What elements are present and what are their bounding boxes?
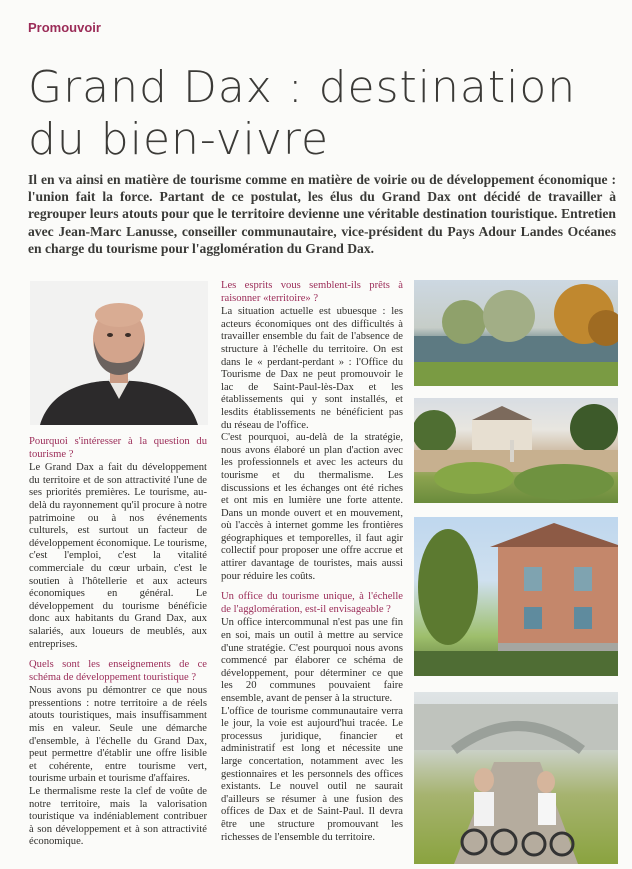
page-title xyxy=(28,62,618,166)
cyclists-photo xyxy=(414,692,618,864)
question-heading: Pourquoi s'intéresser à la question du tourisme ? xyxy=(29,436,207,460)
portrait-photo xyxy=(30,281,208,425)
answer-paragraph: Un office intercommunal n'est pas une fin en soi, mais un outil à mettre au service d'une stratégie. C'est pourquoi nous avons commencé par élaborer ce schéma de développement, pour déterminer ce que les 20 communes pouvaient faire ensemble, avant de penser à la structure. xyxy=(221,617,403,704)
left-column xyxy=(29,436,207,849)
middle-column xyxy=(221,280,403,844)
answer-paragraph: C'est pourquoi, au-delà de la stratégie, nous avons élaboré un plan d'action avec les professionnels et avec les acteurs du tourisme et du thermalisme. Les discussions et les échanges ont été riches et ont mis en lumière une forte attente. Dans un monde ouvert et en mouvement, où l'accès à internet gomme les frontières géographiques et temporelles, il faut agir collectif pour proposer une offre accrue et attirer davantage de touristes, mais aussi pour réduire les coûts. xyxy=(221,432,403,582)
lede-paragraph: Il en va ainsi en matière de tourisme comme en matière de voirie ou de développement économique : l'union fait la force. Partant de ce postulat, les élus du Grand Dax ont décidé de travailler à regrouper leurs atouts pour que le territoire devienne une véritable destination touristique. Entretien avec Jean-Marc Lanusse, conseiller communautaire, vice-président du Pays Adour Landes Océanes en charge du tourisme pour l'agglomération du Grand Dax. xyxy=(28,172,616,256)
title-line-1: Grand Dax : destination xyxy=(28,62,577,113)
answer-paragraph: L'office de tourisme communautaire verra le jour, la voie est aujourd'hui tracée. Le processus juridique, financier et administratif est long et nécessite une large concertation, notamment avec les gestionnaires et les personnels des offices existants. Le nouvel outil ne saurait d'ailleurs se résumer à une fusion des offices de Dax et de Saint-Paul. Il devra être une structure promouvant les richesses de l'ensemble du territoire. xyxy=(221,705,403,843)
question-heading: Les esprits vous semblent-ils prêts à raisonner «territoire» ? xyxy=(221,280,403,304)
answer-paragraph: Nous avons pu démontrer ce que nous pressentions : notre territoire a de réels atouts touristiques, mais insuffisamment mis en valeur. Seule une démarche d'ensemble, à l'échelle du Grand Dax, peut permettre d'établir une offre lisible et cohérente, entre tourisme vert, tourisme urbain et tourisme d'affaires. xyxy=(29,685,207,785)
answer-paragraph: Le Grand Dax a fait du développement du territoire et de son attractivité l'une de ses priorités premières. Le tourisme, au-delà du rayonnement qu'il procure à notre patrimoine ou à nos événements culturels, est surtout un facteur de développement économique. Le tourisme, c'est l'emploi, c'est la vitalité commerciale du cœur urbain, c'est le soutien à l'hôtellerie et aux acteurs économiques en général. Le développement du tourisme bénéficie donc aux habitants du Grand Dax, aux salariés, aux loueurs de meublés, aux entreprises. xyxy=(29,462,207,650)
title-line-2: du bien-vivre xyxy=(28,114,330,165)
section-label: Promouvoir xyxy=(28,20,101,35)
answer-paragraph: La situation actuelle est ubuesque : les acteurs économiques ont des difficultés à travailler ensemble du fait de l'absence de structure à l'échelle du territoire. On est dans le « perdant-perdant » : l'Office du Tourisme de Dax ne peut promouvoir le lac de Saint-Paul-lès-Dax et les établissements qui y sont installés, et lesdits établissements ne bénéficient pas du réseau de l'office. xyxy=(221,306,403,431)
house-photo xyxy=(414,517,618,676)
lake-photo xyxy=(414,280,618,386)
answer-paragraph: Le thermalisme reste la clef de voûte de notre territoire, mais la valorisation touristique va indéniablement contribuer à son développement et à son attractivité économique. xyxy=(29,786,207,848)
question-heading: Quels sont les enseignements de ce schéma de développement touristique ? xyxy=(29,659,207,683)
park-photo xyxy=(414,398,618,503)
question-heading: Un office du tourisme unique, à l'échelle de l'agglomération, est-il envisageable ? xyxy=(221,591,403,615)
